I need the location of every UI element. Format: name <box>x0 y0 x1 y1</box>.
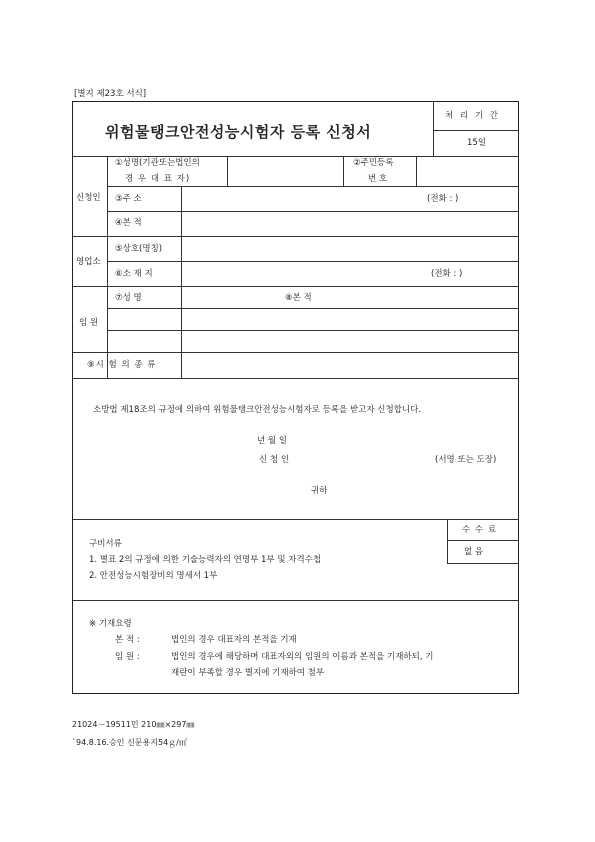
notes-line-2-key: 임 원 : <box>115 652 140 662</box>
name-label-cont: 경 우 대 표 자) <box>125 174 191 184</box>
address-label: ③주 소 <box>115 194 142 204</box>
fee-box-rule <box>447 519 448 563</box>
row-rule <box>73 286 519 287</box>
footer-print-spec: 21024－19511민 210㎜×297㎜ <box>72 720 195 729</box>
processing-period-value: 15일 <box>467 138 487 148</box>
date-line: 년 월 일 <box>257 436 288 446</box>
regno-label: ②주민등록 <box>353 158 394 168</box>
row-rule <box>73 156 519 157</box>
test-type-label: ⑨시 험 의 종 류 <box>87 360 157 370</box>
notes-line-2-text: 법인의 경우에 해당하며 대표자외의 임원의 이름과 본적을 기재하되, 기 <box>171 652 434 662</box>
officer-domicile-header: ⑧본 적 <box>285 293 312 303</box>
domicile-label: ④본 적 <box>115 218 142 228</box>
form-number-label: [별지 제23호 서식] <box>74 89 147 99</box>
regno-value-rule <box>416 156 417 186</box>
row-rule <box>107 211 519 212</box>
declaration-text: 소방법 제18조의 규정에 의하여 위험물탱크안전성능시험자로 등록을 받고자 신청합니다. <box>93 405 422 415</box>
business-section-label: 영업소 <box>76 257 101 267</box>
name-label: ①성명(기관또는법인의 <box>115 158 200 168</box>
row-rule <box>73 352 519 353</box>
footer-approval: `94.8.16.승인 신문용지54ｇ/㎡ <box>72 738 187 747</box>
recipient-label: 귀하 <box>311 486 328 496</box>
fee-box-rule <box>447 540 519 541</box>
row-rule <box>107 308 519 309</box>
notes-line-1-key: 본 적 : <box>115 635 140 645</box>
officer-name-header: ⑦성 명 <box>115 293 142 303</box>
business-phone: (전화 : ) <box>431 269 463 279</box>
officers-section-label: 임 원 <box>79 318 99 328</box>
sign-note: (서명 또는 도장) <box>435 455 497 465</box>
documents-header: 구비서류 <box>89 539 122 549</box>
form-title: 위험물탱크안전성능시험자 등록 신청서 <box>105 123 372 141</box>
applicant-sign-label: 신 청 인 <box>259 455 290 465</box>
row-rule <box>73 519 519 520</box>
notes-line-1-text: 법인의 경우 대표자의 본적을 기재 <box>171 635 297 645</box>
notes-line-3-text: 재란이 부족할 경우 별지에 기재하여 첨부 <box>171 668 325 678</box>
applicant-phone: (전화 : ) <box>427 194 459 204</box>
row-rule <box>107 186 519 187</box>
documents-item-2: 2. 안전성능시험장비의 명세서 1부 <box>89 571 218 581</box>
label-column-rule <box>181 352 182 378</box>
application-form <box>72 101 519 694</box>
notes-header: ※ 기재요령 <box>89 619 132 629</box>
regno-label-rule <box>343 156 344 186</box>
fee-value: 없 음 <box>464 547 484 557</box>
name-value-rule <box>227 156 228 186</box>
fee-header: 수 수 료 <box>462 525 498 535</box>
row-rule <box>73 378 519 379</box>
regno-label-cont: 번 호 <box>368 174 388 184</box>
documents-item-1: 1. 별표 2의 규정에 의한 기술능력자의 연명부 1부 및 자격수첩 <box>89 555 322 565</box>
section-column-rule <box>107 156 108 378</box>
applicant-section-label: 신청인 <box>76 193 101 203</box>
trade-name-label: ⑤상호(명칭) <box>115 244 163 254</box>
label-column-rule <box>181 286 182 352</box>
processing-box-rule <box>433 130 519 131</box>
fee-box-rule <box>447 563 519 564</box>
row-rule <box>73 600 519 601</box>
processing-period-header: 처 리 기 간 <box>445 111 500 121</box>
row-rule <box>107 330 519 331</box>
row-rule <box>73 236 519 237</box>
location-label: ⑥소 재 지 <box>115 269 153 279</box>
row-rule <box>107 261 519 262</box>
